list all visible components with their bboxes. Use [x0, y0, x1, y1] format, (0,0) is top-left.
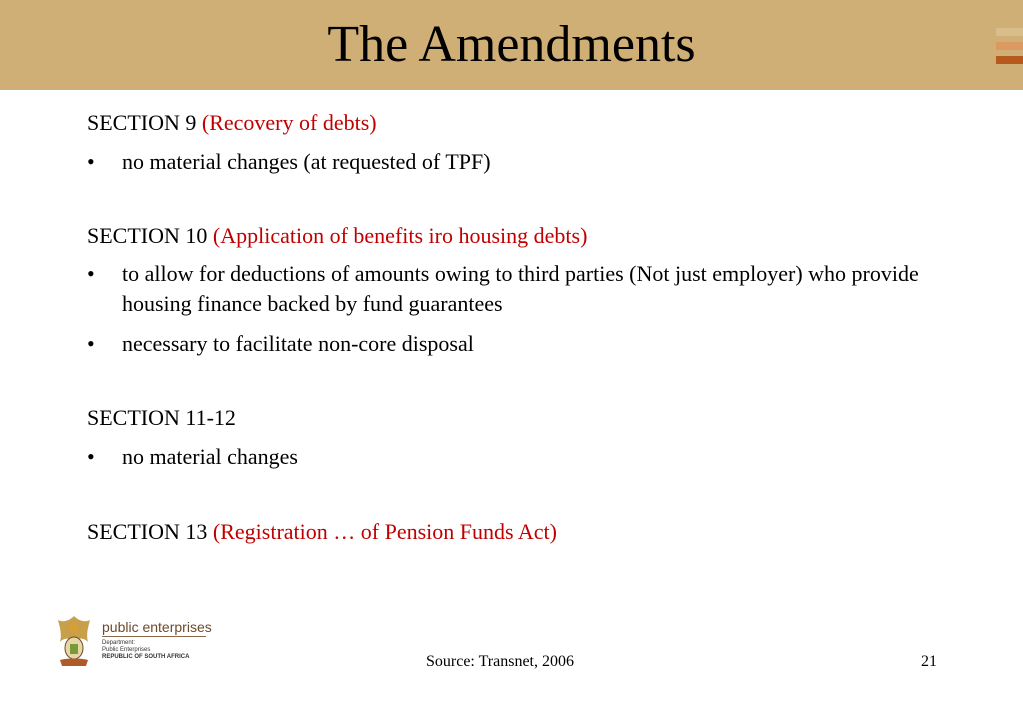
logo-text: Public Enterprises: [102, 647, 151, 653]
bullet-dot: •: [87, 149, 95, 174]
bullet-text: no material changes: [122, 444, 298, 469]
bullet-text: no material changes (at requested of TPF): [122, 149, 491, 174]
bullet-text: necessary to facilitate non-core disposal: [122, 331, 474, 356]
list-item: [87, 329, 967, 359]
section-heading: [87, 403, 236, 433]
logo-text: REPUBLIC OF SOUTH AFRICA: [102, 654, 190, 660]
page-number: 21: [921, 653, 937, 670]
footer-source: Source: Transnet, 2006: [426, 653, 574, 670]
section-label: SECTION 9: [87, 110, 197, 135]
logo-divider: [102, 636, 206, 637]
section-subtitle: (Registration … of Pension Funds Act): [212, 519, 557, 544]
section-label: SECTION 11-12: [87, 405, 236, 430]
section-label: SECTION 13: [87, 519, 208, 544]
list-item: [87, 442, 967, 472]
bullet-dot: •: [87, 261, 95, 286]
logo-text: Department:: [102, 640, 136, 646]
section-heading: [87, 517, 557, 547]
list-item: [87, 259, 967, 319]
slide-title: The Amendments: [327, 16, 696, 73]
list-item: [87, 147, 967, 177]
bullet-text: to allow for deductions of amounts owing to third parties (Not just employer) who provide housing finance backed by fund guarantees: [122, 261, 919, 316]
section-heading: [87, 108, 377, 138]
section-subtitle: (Recovery of debts): [201, 110, 377, 135]
bullet-dot: •: [87, 444, 95, 469]
logo-name: public enterprises: [102, 619, 212, 635]
department-logo: [54, 614, 214, 668]
bullet-dot: •: [87, 331, 95, 356]
coat-of-arms-icon: [54, 614, 94, 668]
section-label: SECTION 10: [87, 223, 208, 248]
section-heading: [87, 221, 587, 251]
section-subtitle: (Application of benefits iro housing debts): [212, 223, 588, 248]
